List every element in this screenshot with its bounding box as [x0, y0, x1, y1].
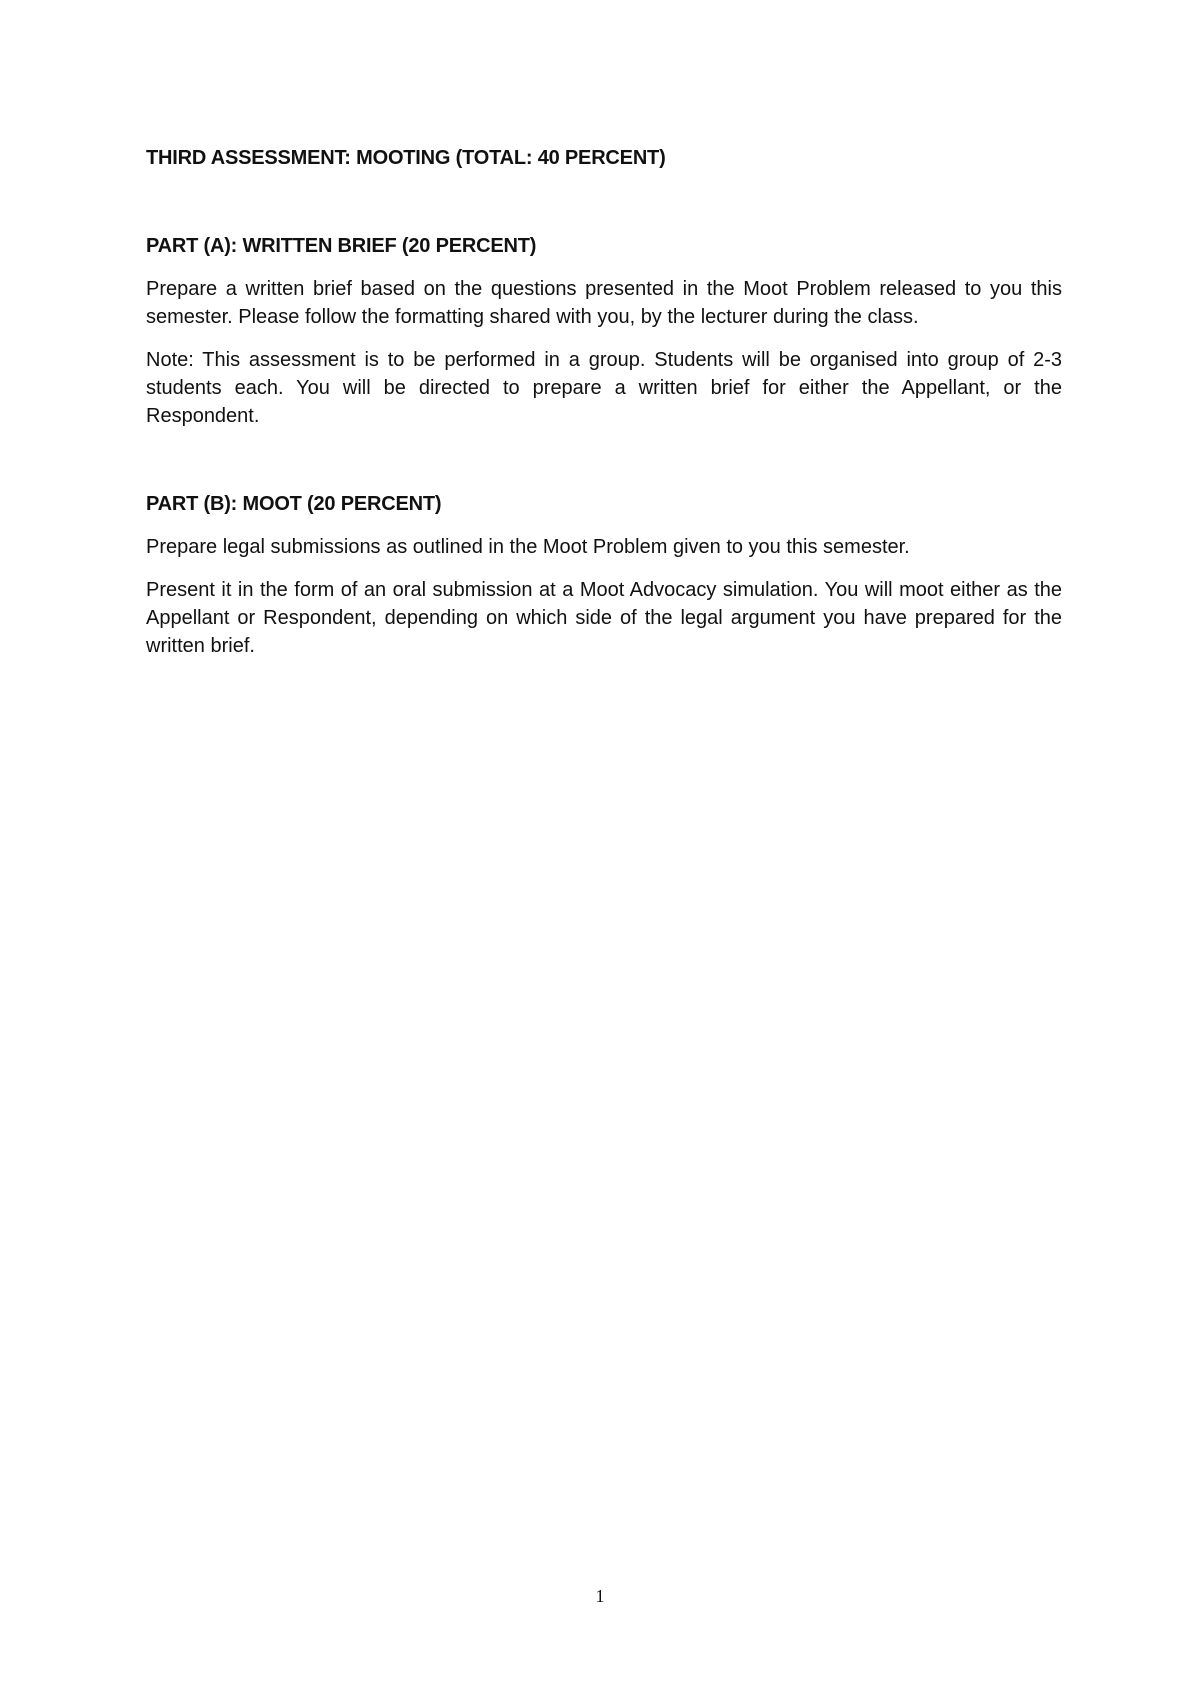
paragraph: Prepare a written brief based on the questions presented in the Moot Problem released to you this semester. Please follow the formatting shared with you, by the lecturer during the class. [146, 278, 1062, 328]
paragraph: Prepare legal submissions as outlined in the Moot Problem given to you this semester. [146, 536, 910, 558]
document-title: THIRD ASSESSMENT: MOOTING (TOTAL: 40 PERCENT) [146, 147, 666, 169]
section-part-a [146, 232, 1062, 430]
section-heading-part-b: PART (B): MOOT (20 PERCENT) [146, 493, 442, 515]
document-body [146, 144, 1062, 660]
section-part-b [146, 490, 1062, 660]
section-heading-part-a: PART (A): WRITTEN BRIEF (20 PERCENT) [146, 235, 537, 257]
page-number: 1 [595, 1586, 605, 1606]
paragraph: Present it in the form of an oral submission at a Moot Advocacy simulation. You will moot either as the Appellant or Respondent, depending on which side of the legal argument you have prepared for the written brief. [146, 579, 1062, 657]
paragraph-note: Note: This assessment is to be performed in a group. Students will be organised into group of 2-3 students each. You will be directed to prepare a written brief for either the Appellant, or the Respondent. [146, 349, 1062, 427]
